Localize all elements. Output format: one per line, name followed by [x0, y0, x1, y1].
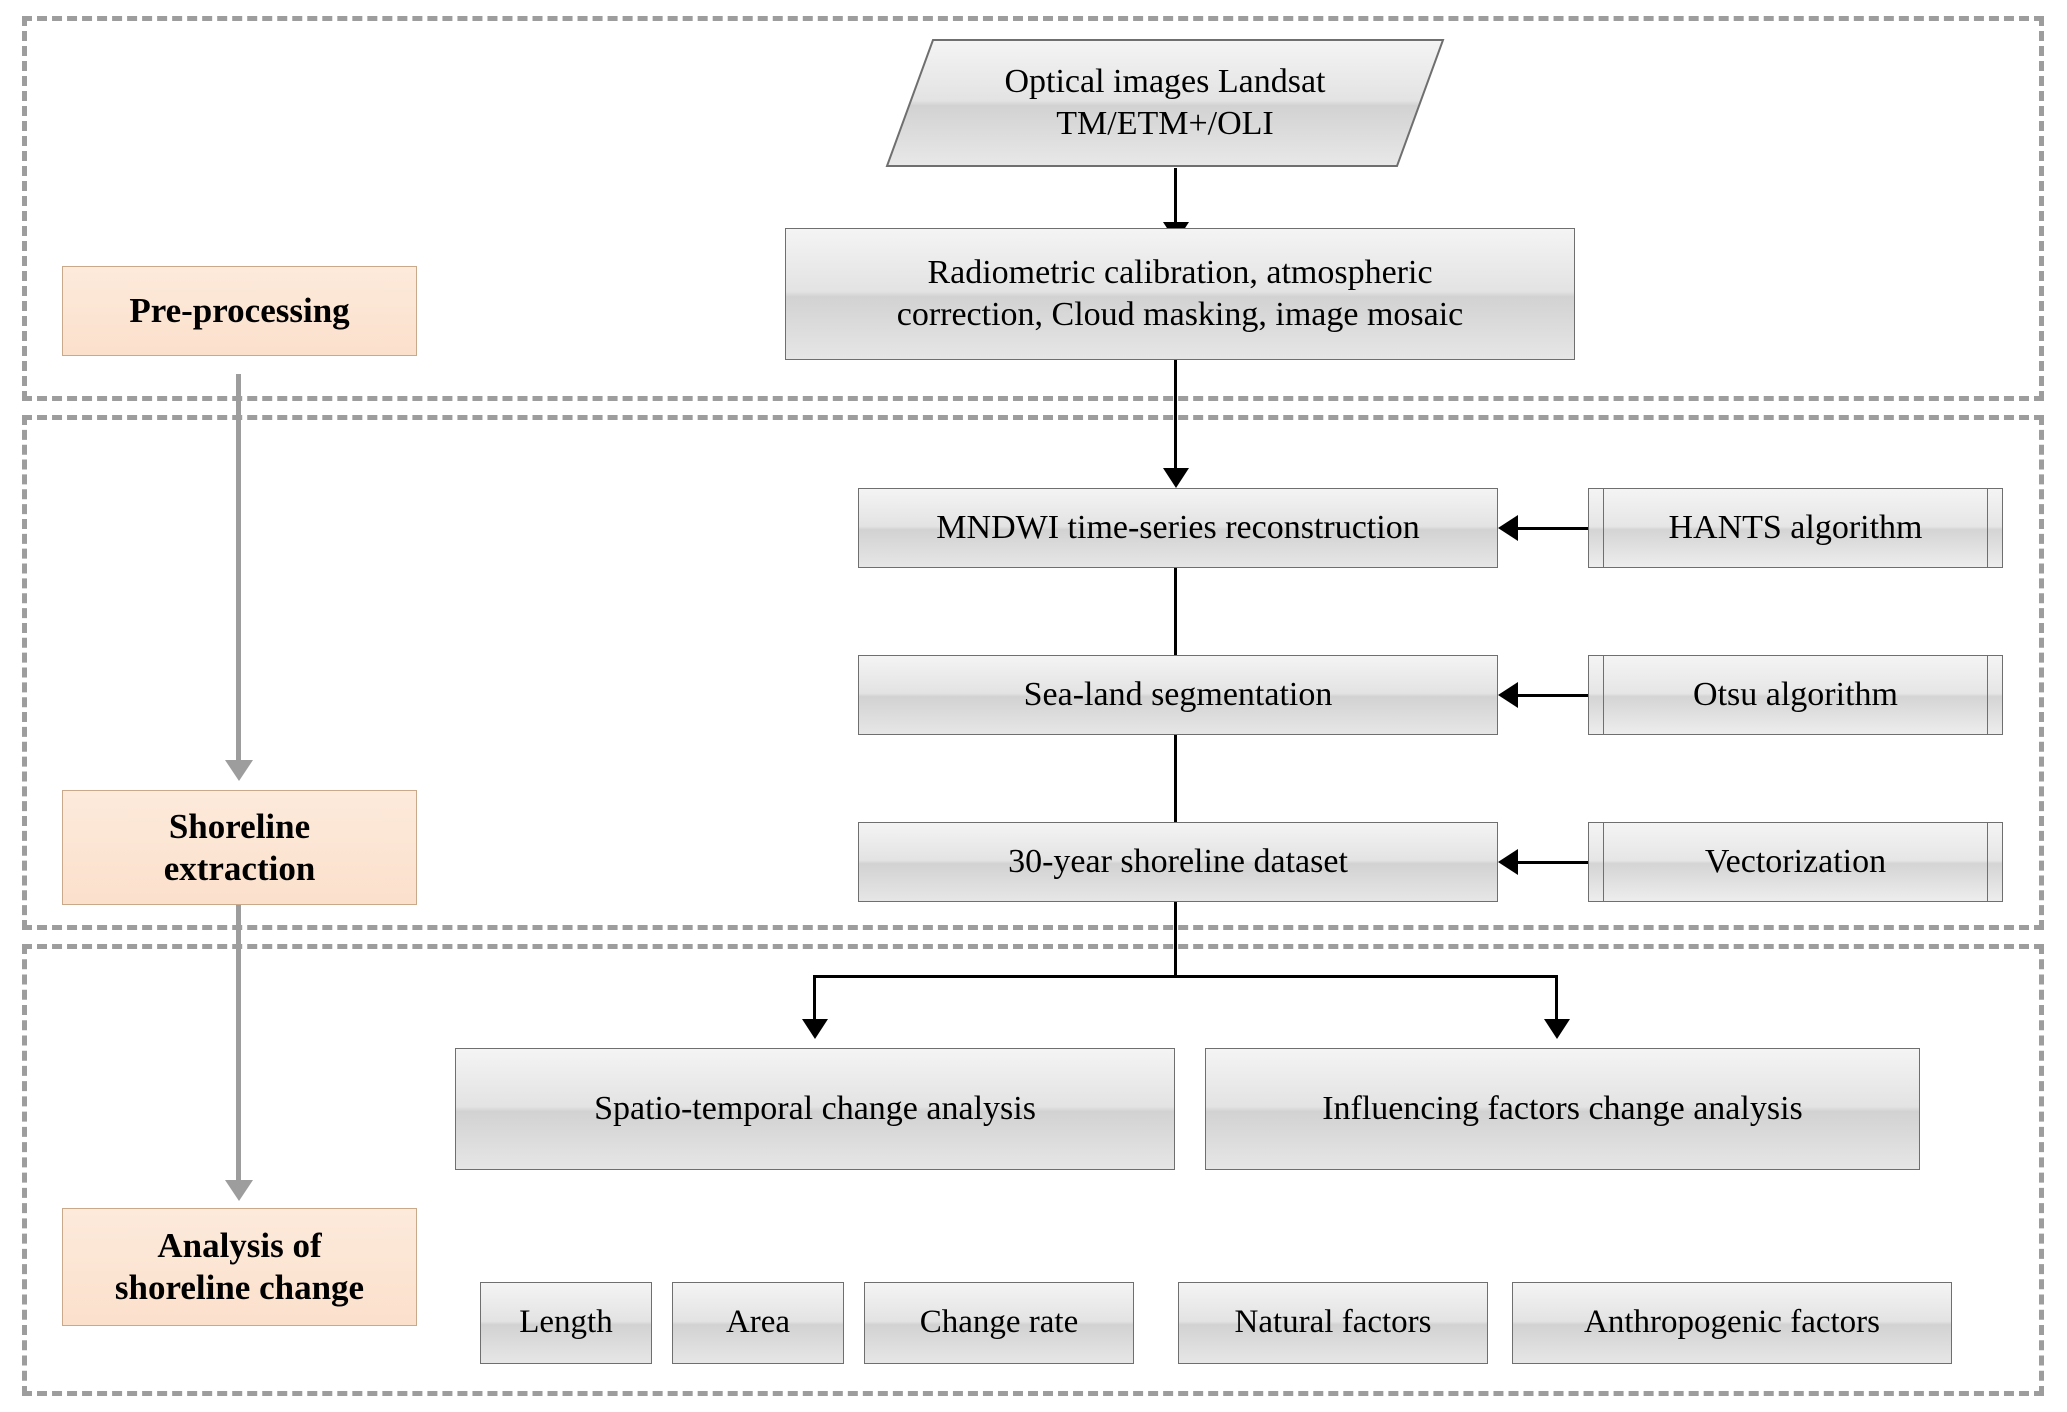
node-vectorization — [1588, 822, 2003, 902]
split-stem — [1174, 902, 1177, 977]
node-preprocessing-line2: correction, Cloud masking, image mosaic — [896, 296, 1464, 333]
node-segmentation-label: Sea-land segmentation — [1023, 675, 1333, 713]
node-influencing-label: Influencing factors change analysis — [1322, 1089, 1803, 1127]
node-influencing-factors-analysis — [1205, 1048, 1920, 1170]
node-input-line1: Optical images Landsat — [1004, 62, 1326, 100]
output-chip-natural-factors — [1178, 1282, 1488, 1364]
output-chip-anthropogenic-factors — [1512, 1282, 1952, 1364]
stage-label-shoreline-extraction-line2: extraction — [163, 848, 316, 888]
node-mndwi-label: MNDWI time-series reconstruction — [936, 508, 1420, 546]
stage-label-analysis — [62, 1208, 417, 1326]
stage-label-connector-1 — [236, 374, 241, 764]
split-branch-left-arrow — [802, 1019, 828, 1039]
node-shoreline-dataset — [858, 822, 1498, 902]
node-dataset-label: 30-year shoreline dataset — [1008, 842, 1348, 880]
output-chip-change-rate — [864, 1282, 1134, 1364]
node-input-line2: TM/ETM+/OLI — [1056, 105, 1274, 142]
arrow-otsu-to-segmentation-line — [1518, 694, 1588, 697]
output-chip-change-rate-label: Change rate — [919, 1304, 1079, 1341]
output-chip-anthropogenic-factors-label: Anthropogenic factors — [1584, 1304, 1880, 1341]
stage-label-preprocessing-text: Pre-processing — [129, 291, 350, 330]
node-spatio-temporal-label: Spatio-temporal change analysis — [594, 1089, 1036, 1127]
arrow-segmentation-to-dataset-line — [1174, 735, 1177, 833]
node-input-optical-images — [885, 38, 1445, 168]
node-preprocessing-line1: Radiometric calibration, atmospheric — [927, 253, 1433, 291]
stage-label-analysis-line2: shoreline change — [114, 1268, 365, 1307]
split-bar — [813, 975, 1558, 978]
node-hants-label: HANTS algorithm — [1668, 509, 1923, 546]
node-otsu-label: Otsu algorithm — [1693, 676, 1898, 713]
stage-label-preprocessing — [62, 266, 417, 356]
arrow-otsu-to-segmentation-head — [1498, 682, 1518, 708]
output-chip-length-label: Length — [519, 1304, 613, 1341]
node-hants-algorithm — [1588, 488, 2003, 568]
split-branch-right — [1555, 975, 1558, 1023]
arrow-mndwi-to-segmentation-line — [1174, 568, 1177, 666]
output-chip-natural-factors-label: Natural factors — [1234, 1304, 1432, 1341]
split-branch-right-arrow — [1544, 1019, 1570, 1039]
arrow-vectorization-to-dataset-line — [1518, 861, 1588, 864]
arrow-vectorization-to-dataset-head — [1498, 849, 1518, 875]
arrow-preprocess-to-mndwi-line — [1174, 360, 1177, 472]
stage-label-connector-2 — [236, 895, 241, 1185]
arrow-preprocess-to-mndwi-head — [1163, 468, 1189, 488]
node-otsu-algorithm — [1588, 655, 2003, 735]
stage-label-shoreline-extraction-line1: Shoreline — [168, 806, 311, 846]
node-preprocessing-steps — [785, 228, 1575, 360]
arrow-hants-to-mndwi-line — [1518, 527, 1588, 530]
split-branch-left — [813, 975, 816, 1023]
node-mndwi-reconstruction — [858, 488, 1498, 568]
output-chip-area-label: Area — [725, 1304, 791, 1341]
node-vectorization-label: Vectorization — [1704, 843, 1887, 880]
node-sea-land-segmentation — [858, 655, 1498, 735]
output-chip-area — [672, 1282, 844, 1364]
node-spatio-temporal-analysis — [455, 1048, 1175, 1170]
arrow-hants-to-mndwi-head — [1498, 515, 1518, 541]
stage-label-shoreline-extraction — [62, 790, 417, 905]
stage-label-connector-arrow-1 — [225, 760, 253, 781]
arrow-input-to-preprocess-line — [1174, 168, 1177, 226]
stage-label-analysis-line1: Analysis of — [157, 1226, 322, 1265]
output-chip-length — [480, 1282, 652, 1364]
stage-label-connector-arrow-2 — [225, 1180, 253, 1201]
